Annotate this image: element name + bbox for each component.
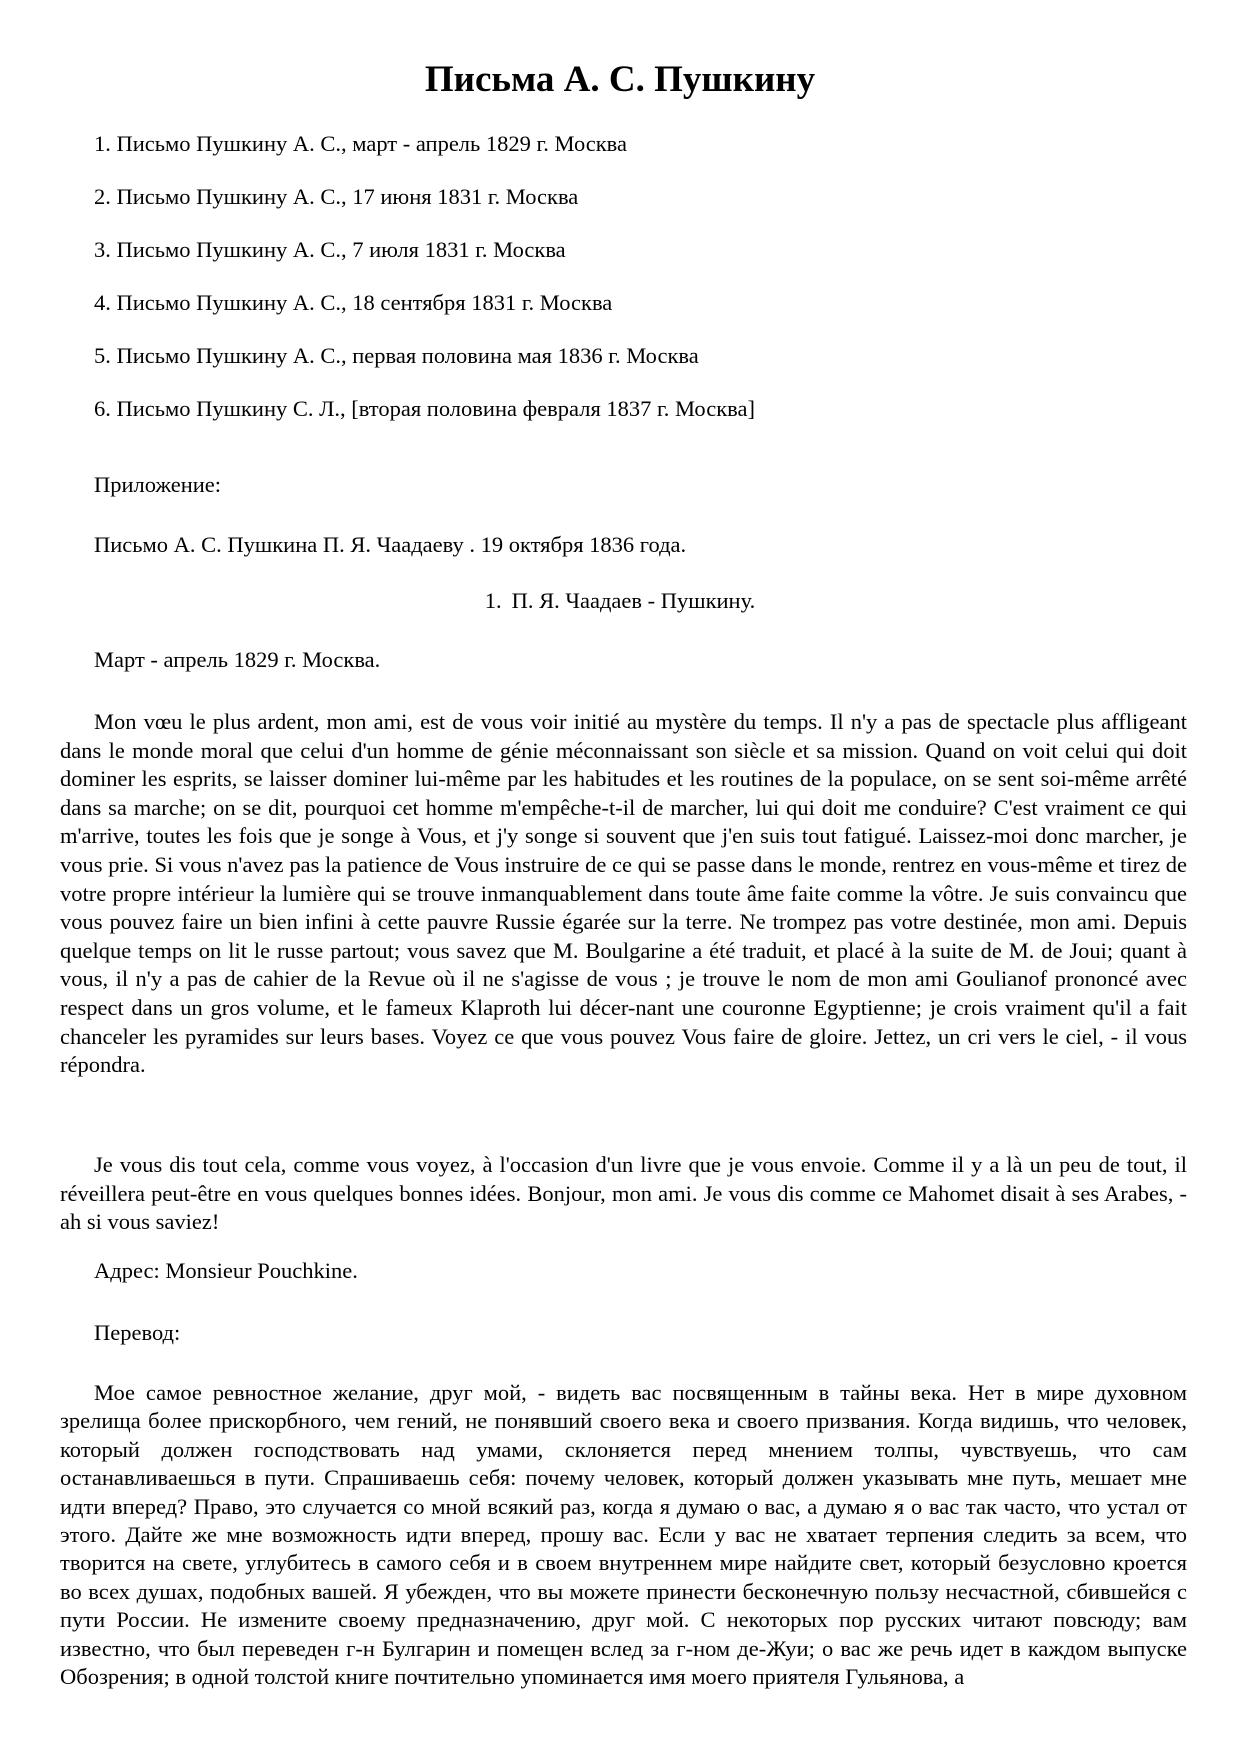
letter-address: Адрес: Monsieur Pouchkine. (94, 1258, 358, 1283)
toc-item-4[interactable]: 4. Письмо Пушкину А. С., 18 сентября 1831 г. Москва (94, 290, 613, 315)
letter-date: Март - апрель 1829 г. Москва. (94, 647, 381, 672)
toc-item-1[interactable]: 1. Письмо Пушкину А. С., март - апрель 1829 г. Москва (94, 131, 627, 156)
translation-label: Перевод: (94, 1320, 181, 1345)
toc-item-6[interactable]: 6. Письмо Пушкину С. Л., [вторая половина февраля 1837 г. Москва] (94, 396, 755, 421)
toc-item-5[interactable]: 5. Письмо Пушкину А. С., первая половина мая 1836 г. Москва (94, 343, 699, 368)
letter-paragraph-french-1: Mon vœu le plus ardent, mon ami, est de vous voir initié au mystère du temps. Il n'y a pas de spectacle plus affligeant dans le monde moral que celui d'un homme de génie méconnaissant son siècle et sa mission. Quand on voit celui qui doit dominer les esprits, se laisser dominer lui-même par les habitudes et les routines de la populace, on se sent soi-même arrêté dans sa marche; on se dit, pourquoi cet homme m'empêche-t-il de marcher, lui qui doit me conduire? C'est vraiment ce qui m'arrive, toutes les fois que je songe à Vous, et j'y songe si souvent que j'en suis tout fatigué. Laissez-moi donc marcher, je vous prie. Si vous n'avez pas la patience de Vous instruire de ce qui se passe dans le monde, rentrez en vous-même et tirez de votre propre intérieur la lumière qui se trouve inmanquablement dans toute âme faite comme la vôtre. Je suis convaincu que vous pouvez faire un bien infini à cette pauvre Russie égarée sur la terre. Ne trompez pas votre destinée, mon ami. Depuis quelque temps on lit le russe partout; vous savez que M. Boulgarine a été traduit, et placé à la suite de M. de Joui; quant à vous, il n'y a pas de cahier de la Revue où il ne s'agisse de vous ; je trouve le nom de mon ami Goulianof prononcé avec respect dans un gros volume, et le fameux Klaproth lui décer-nant une couronne Egyptienne; je crois vraiment qu'il a fait chanceler les pyramides sur leurs bases. Voyez ce que vous pouvez Vous faire de gloire. Jettez, un cri vers le ciel, - il vous répondra. (60, 709, 1187, 1078)
appendix-label: Приложение: (94, 472, 222, 497)
appendix-item[interactable]: Письмо А. С. Пушкина П. Я. Чаадаеву . 19 октября 1836 года. (94, 532, 687, 557)
toc-item-2[interactable]: 2. Письмо Пушкину А. С., 17 июня 1831 г. Москва (94, 184, 579, 209)
letter-heading-text: П. Я. Чаадаев - Пушкину. (511, 588, 756, 613)
toc-item-3[interactable]: 3. Письмо Пушкину А. С., 7 июля 1831 г. Москва (94, 237, 566, 262)
letter-heading (0, 586, 1240, 616)
page-title: Письма А. С. Пушкину (424, 59, 816, 100)
letter-paragraph-french-2: Je vous dis tout cela, comme vous voyez, à l'occasion d'un livre que je vous envoie. Comme il y a là un peu de tout, il réveillera peut-être en vous quelques bonnes idées. Bonjour, mon ami. Je vous dis comme ce Mahomet disait à ses Arabes, - ah si vous saviez! (60, 1152, 1187, 1235)
letter-heading-number: 1. (484, 588, 502, 613)
letter-translation-paragraph: Мое самое ревностное желание, друг мой, - видеть вас посвященным в тайны века. Нет в мире духовном зрелища более прискорбного, чем гений, не понявший своего века и своего призвания. Когда видишь, что человек, который должен господствовать над умами, склоняется перед мнением толпы, чувствуешь, что сам останавливаешься в пути. Спрашиваешь себя: почему человек, который должен указывать мне путь, мешает мне идти вперед? Право, это случается со мной всякий раз, когда я думаю о вас, а думаю я о вас так часто, что устал от этого. Дайте же мне возможность идти вперед, прошу вас. Если у вас не хватает терпения следить за всем, что творится на свете, углубитесь в самого себя и в своем внутреннем мире найдите свет, который безусловно кроется во всех душах, подобных вашей. Я убежден, что вы можете принести бесконечную пользу несчастной, сбившейся с пути России. Не измените своему предназначению, друг мой. С некоторых пор русских читают повсюду; вам известно, что был переведен г-н Булгарин и помещен вслед за г-ном де-Жуи; о вас же речь идет в каждом выпуске Обозрения; в одной толстой книге почтительно упоминается имя моего приятеля Гульянова, а (60, 1380, 1187, 1690)
